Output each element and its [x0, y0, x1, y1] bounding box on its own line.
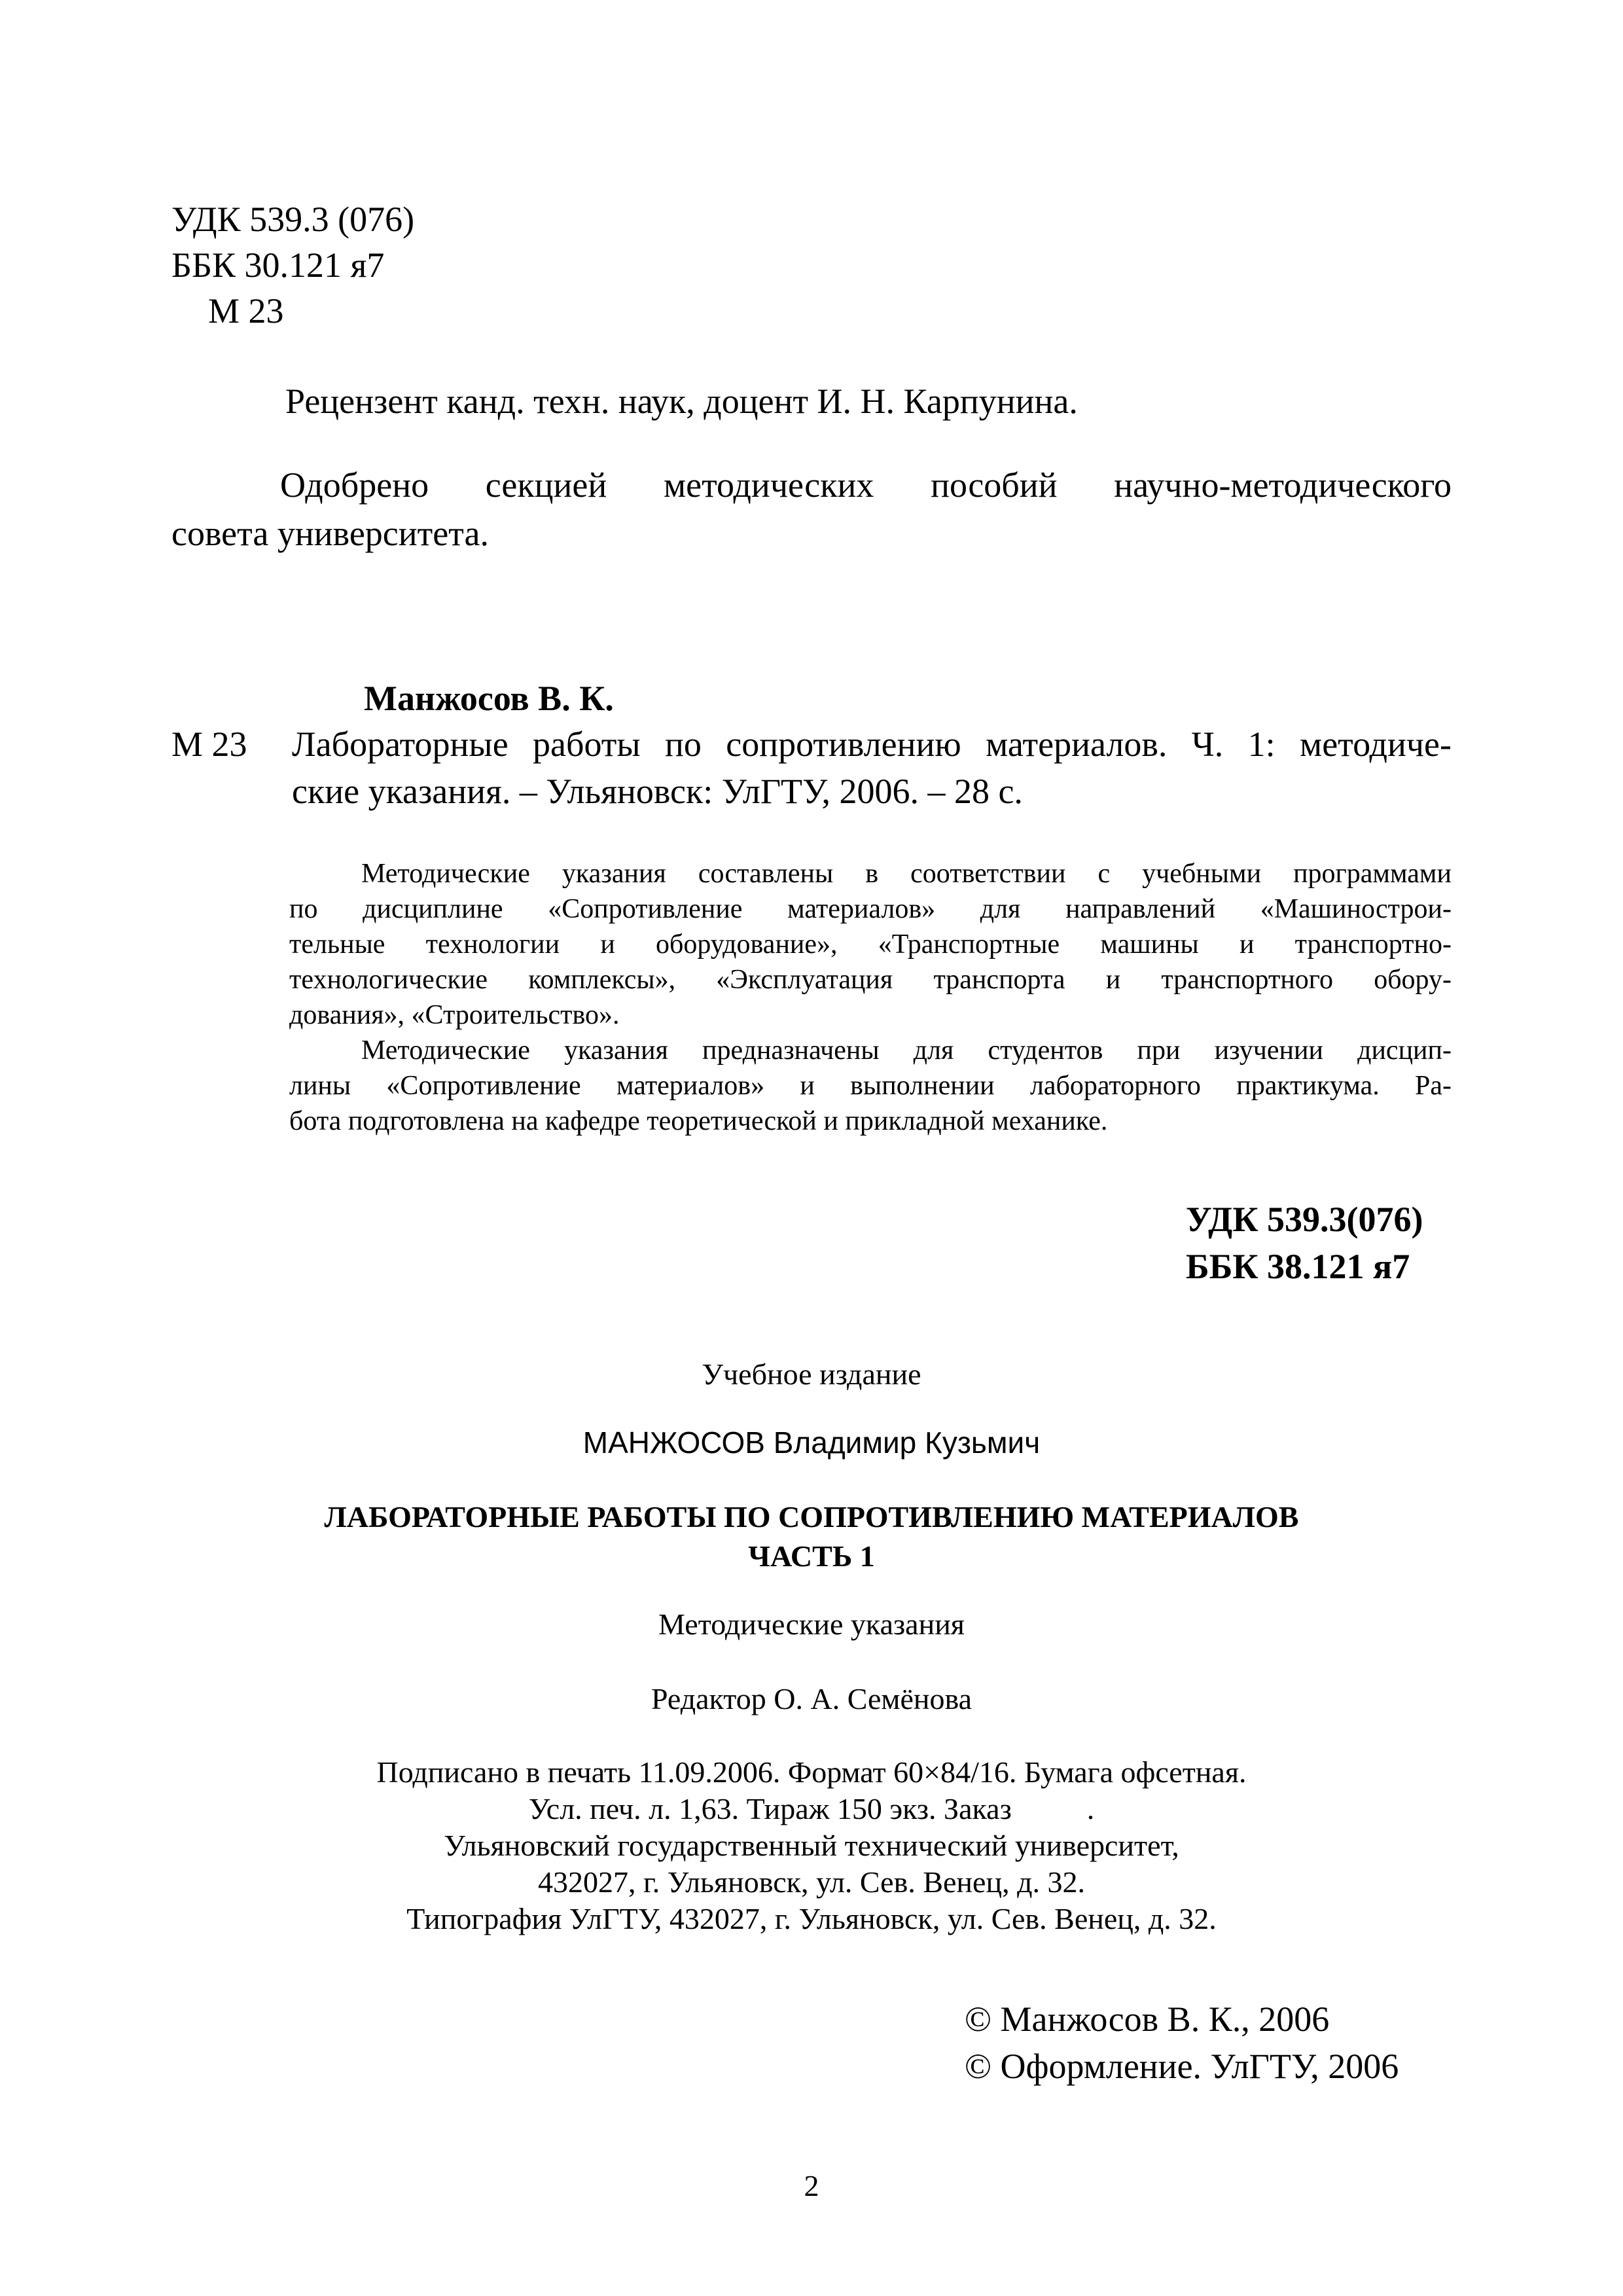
- approval-line-2: совета университета.: [171, 514, 489, 553]
- abstract-p2-line-3: бота подготовлена на кафедре теоретической и прикладной механике.: [289, 1106, 1108, 1136]
- abstract-p1-line-4: технологические комплексы», «Эксплуатация транспорта и транспортного обору-: [289, 965, 1452, 995]
- imprint-subtitle: Методические указания: [658, 1607, 965, 1641]
- abstract-p1-line-3: тельные технологии и оборудование», «Транспортные машины и транспортно-: [289, 929, 1452, 960]
- bibliography-title-line-2: ские указания. – Ульяновск: УлГТУ, 2006. – 28 с.: [292, 772, 1023, 811]
- header-bbk: ББК 30.121 я7: [171, 245, 385, 285]
- classification-udk: УДК 539.3(076): [1186, 1200, 1423, 1239]
- copyright-author: © Манжосов В. К., 2006: [965, 2000, 1330, 2039]
- header-udk: УДК 539.3 (076): [171, 200, 415, 239]
- abstract-paragraph-2: [289, 1033, 1452, 1139]
- imprint-editor: Редактор О. А. Семёнова: [651, 1682, 972, 1715]
- abstract-p1-line-1: Методические указания составлены в соответствии с учебными программами: [361, 859, 1452, 889]
- print-line-1: Подписано в печать 11.09.2006. Формат 60×84/16. Бумага офсетная.: [376, 1755, 1247, 1789]
- bibliography-title-line-1: Лабораторные работы по сопротивлению материалов. Ч. 1: методиче-: [292, 725, 1452, 764]
- abstract-paragraph-1: [289, 856, 1452, 1033]
- header-code: М 23: [208, 291, 284, 331]
- print-line-4: 432027, г. Ульяновск, ул. Сев. Венец, д. 32.: [538, 1865, 1085, 1899]
- print-line-2: Усл. печ. л. 1,63. Тираж 150 экз. Заказ .: [528, 1792, 1095, 1825]
- edition-type: Учебное издание: [702, 1357, 921, 1391]
- bibliography-code: М 23: [171, 725, 247, 764]
- reviewer-line: Рецензент канд. техн. наук, доцент И. Н. Карпунина.: [285, 382, 1078, 421]
- imprint-title: ЛАБОРАТОРНЫЕ РАБОТЫ ПО СОПРОТИВЛЕНИЮ МАТЕРИАЛОВ: [324, 1500, 1299, 1534]
- imprint-part: ЧАСТЬ 1: [748, 1539, 875, 1573]
- print-details: [0, 1754, 1623, 1937]
- author-full-name: МАНЖОСОВ Владимир Кузьмич: [582, 1426, 1041, 1460]
- page-number: 2: [804, 2169, 819, 2202]
- approval-line-1: Одобрено секцией методических пособий научно-методического: [280, 465, 1452, 505]
- abstract-p2-line-1: Методические указания предназначены для студентов при изучении дисцип-: [361, 1035, 1452, 1066]
- print-line-5: Типография УлГТУ, 432027, г. Ульяновск, ул. Сев. Венец, д. 32.: [406, 1902, 1217, 1935]
- abstract-p2-line-2: лины «Сопротивление материалов» и выполнении лабораторного практикума. Ра-: [289, 1071, 1452, 1101]
- copyright-design: © Оформление. УлГТУ, 2006: [965, 2047, 1399, 2086]
- bibliography-author: Манжосов В. К.: [364, 679, 614, 718]
- abstract-p1-line-5: дования», «Строительство».: [289, 1000, 620, 1030]
- print-line-3: Ульяновский государственный технический университет,: [444, 1829, 1179, 1862]
- classification-bbk: ББК 38.121 я7: [1186, 1247, 1410, 1286]
- abstract-p1-line-2: по дисциплине «Сопротивление материалов» для направлений «Машинострои-: [289, 894, 1452, 924]
